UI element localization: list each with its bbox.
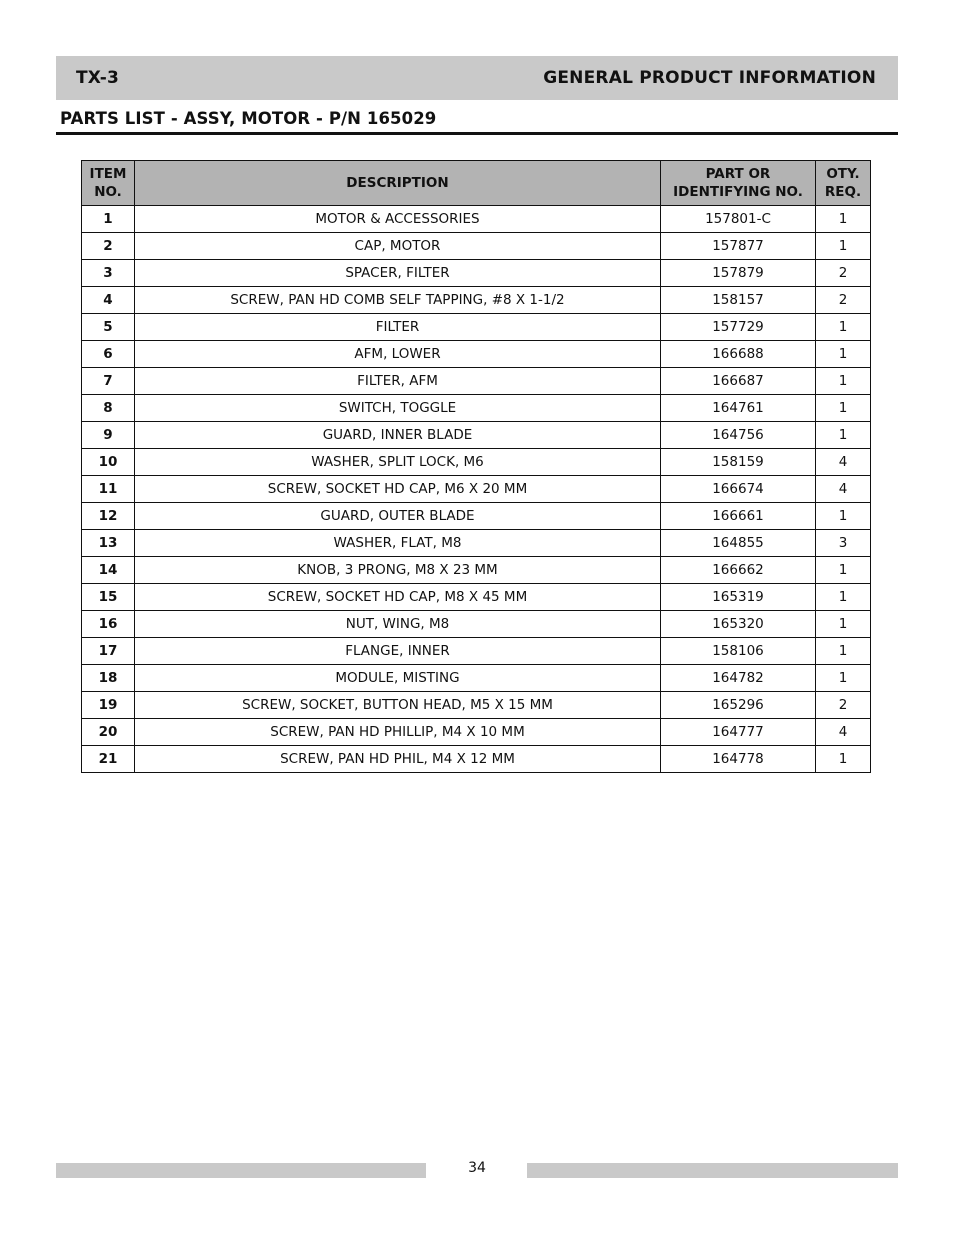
item-no-cell: 13: [82, 530, 135, 557]
part-no-cell: 164782: [661, 665, 816, 692]
description-cell: SCREW, PAN HD PHIL, M4 X 12 MM: [135, 746, 661, 773]
item-no-cell: 4: [82, 287, 135, 314]
qty-cell: 1: [816, 746, 871, 773]
description-cell: FILTER, AFM: [135, 368, 661, 395]
description-cell: SCREW, SOCKET, BUTTON HEAD, M5 X 15 MM: [135, 692, 661, 719]
title-divider: [56, 132, 898, 135]
qty-cell: 1: [816, 557, 871, 584]
part-no-cell: 165320: [661, 611, 816, 638]
header-item-no-line-1: ITEM: [89, 166, 127, 182]
header-qty-line-1: OTY.: [826, 166, 860, 182]
item-no-cell: 11: [82, 476, 135, 503]
description-cell: GUARD, INNER BLADE: [135, 422, 661, 449]
item-no-cell: 6: [82, 341, 135, 368]
part-no-cell: 164778: [661, 746, 816, 773]
part-no-cell: 164756: [661, 422, 816, 449]
table-row: [82, 206, 871, 233]
parts-table-body: [82, 206, 871, 773]
part-no-cell: 166687: [661, 368, 816, 395]
table-row: [82, 476, 871, 503]
table-row: [82, 692, 871, 719]
parts-table: [81, 160, 871, 773]
table-row: [82, 611, 871, 638]
section-name: GENERAL PRODUCT INFORMATION: [543, 68, 876, 88]
item-no-cell: 3: [82, 260, 135, 287]
table-row: [82, 530, 871, 557]
table-row: [82, 665, 871, 692]
page-header: [56, 56, 898, 100]
item-no-cell: 12: [82, 503, 135, 530]
table-row: [82, 746, 871, 773]
description-cell: FILTER: [135, 314, 661, 341]
table-row: [82, 422, 871, 449]
page-number: 34: [468, 1160, 486, 1176]
part-no-cell: 166674: [661, 476, 816, 503]
table-row: [82, 719, 871, 746]
qty-cell: 1: [816, 395, 871, 422]
item-no-cell: 18: [82, 665, 135, 692]
description-cell: WASHER, FLAT, M8: [135, 530, 661, 557]
header-item-no: [82, 161, 135, 206]
description-cell: GUARD, OUTER BLADE: [135, 503, 661, 530]
table-header-row: [82, 161, 871, 206]
header-part-no-line-1: PART OR: [705, 166, 771, 182]
qty-cell: 1: [816, 638, 871, 665]
description-cell: MODULE, MISTING: [135, 665, 661, 692]
qty-cell: 1: [816, 206, 871, 233]
item-no-cell: 17: [82, 638, 135, 665]
header-description: DESCRIPTION: [135, 161, 661, 206]
item-no-cell: 7: [82, 368, 135, 395]
table-row: [82, 368, 871, 395]
qty-cell: 2: [816, 287, 871, 314]
header-qty-line-2: REQ.: [824, 184, 862, 200]
qty-cell: 1: [816, 611, 871, 638]
part-no-cell: 164777: [661, 719, 816, 746]
qty-cell: 2: [816, 260, 871, 287]
description-cell: SCREW, PAN HD COMB SELF TAPPING, #8 X 1-1/2: [135, 287, 661, 314]
description-cell: AFM, LOWER: [135, 341, 661, 368]
description-cell: SWITCH, TOGGLE: [135, 395, 661, 422]
qty-cell: 3: [816, 530, 871, 557]
description-cell: SCREW, SOCKET HD CAP, M8 X 45 MM: [135, 584, 661, 611]
qty-cell: 4: [816, 476, 871, 503]
item-no-cell: 1: [82, 206, 135, 233]
table-row: [82, 287, 871, 314]
item-no-cell: 10: [82, 449, 135, 476]
description-cell: SPACER, FILTER: [135, 260, 661, 287]
part-no-cell: 157729: [661, 314, 816, 341]
table-row: [82, 584, 871, 611]
footer-bar-left: [56, 1163, 426, 1178]
description-cell: NUT, WING, M8: [135, 611, 661, 638]
description-cell: WASHER, SPLIT LOCK, M6: [135, 449, 661, 476]
description-cell: SCREW, PAN HD PHILLIP, M4 X 10 MM: [135, 719, 661, 746]
footer-bar-right: [527, 1163, 898, 1178]
table-row: [82, 557, 871, 584]
item-no-cell: 21: [82, 746, 135, 773]
part-no-cell: 166661: [661, 503, 816, 530]
qty-cell: 4: [816, 719, 871, 746]
table-row: [82, 314, 871, 341]
item-no-cell: 2: [82, 233, 135, 260]
qty-cell: 1: [816, 503, 871, 530]
part-no-cell: 157801-C: [661, 206, 816, 233]
description-cell: MOTOR & ACCESSORIES: [135, 206, 661, 233]
header-part-no: [661, 161, 816, 206]
header-item-no-line-2: NO.: [94, 184, 122, 200]
qty-cell: 1: [816, 341, 871, 368]
item-no-cell: 14: [82, 557, 135, 584]
table-row: [82, 233, 871, 260]
qty-cell: 1: [816, 665, 871, 692]
item-no-cell: 20: [82, 719, 135, 746]
page-title: PARTS LIST - ASSY, MOTOR - P/N 165029: [60, 109, 437, 128]
part-no-cell: 165296: [661, 692, 816, 719]
model-name: TX-3: [76, 68, 120, 88]
part-no-cell: 158159: [661, 449, 816, 476]
part-no-cell: 164855: [661, 530, 816, 557]
part-no-cell: 157877: [661, 233, 816, 260]
qty-cell: 2: [816, 692, 871, 719]
description-cell: FLANGE, INNER: [135, 638, 661, 665]
part-no-cell: 165319: [661, 584, 816, 611]
table-row: [82, 638, 871, 665]
qty-cell: 1: [816, 422, 871, 449]
part-no-cell: 164761: [661, 395, 816, 422]
item-no-cell: 9: [82, 422, 135, 449]
part-no-cell: 166662: [661, 557, 816, 584]
qty-cell: 4: [816, 449, 871, 476]
item-no-cell: 19: [82, 692, 135, 719]
header-qty: [816, 161, 871, 206]
qty-cell: 1: [816, 233, 871, 260]
item-no-cell: 15: [82, 584, 135, 611]
item-no-cell: 8: [82, 395, 135, 422]
part-no-cell: 158157: [661, 287, 816, 314]
table-row: [82, 341, 871, 368]
header-part-no-line-2: IDENTIFYING NO.: [673, 184, 803, 200]
qty-cell: 1: [816, 314, 871, 341]
qty-cell: 1: [816, 368, 871, 395]
table-row: [82, 449, 871, 476]
table-row: [82, 395, 871, 422]
table-row: [82, 260, 871, 287]
description-cell: KNOB, 3 PRONG, M8 X 23 MM: [135, 557, 661, 584]
description-cell: SCREW, SOCKET HD CAP, M6 X 20 MM: [135, 476, 661, 503]
qty-cell: 1: [816, 584, 871, 611]
item-no-cell: 16: [82, 611, 135, 638]
table-row: [82, 503, 871, 530]
part-no-cell: 166688: [661, 341, 816, 368]
part-no-cell: 157879: [661, 260, 816, 287]
item-no-cell: 5: [82, 314, 135, 341]
description-cell: CAP, MOTOR: [135, 233, 661, 260]
part-no-cell: 158106: [661, 638, 816, 665]
